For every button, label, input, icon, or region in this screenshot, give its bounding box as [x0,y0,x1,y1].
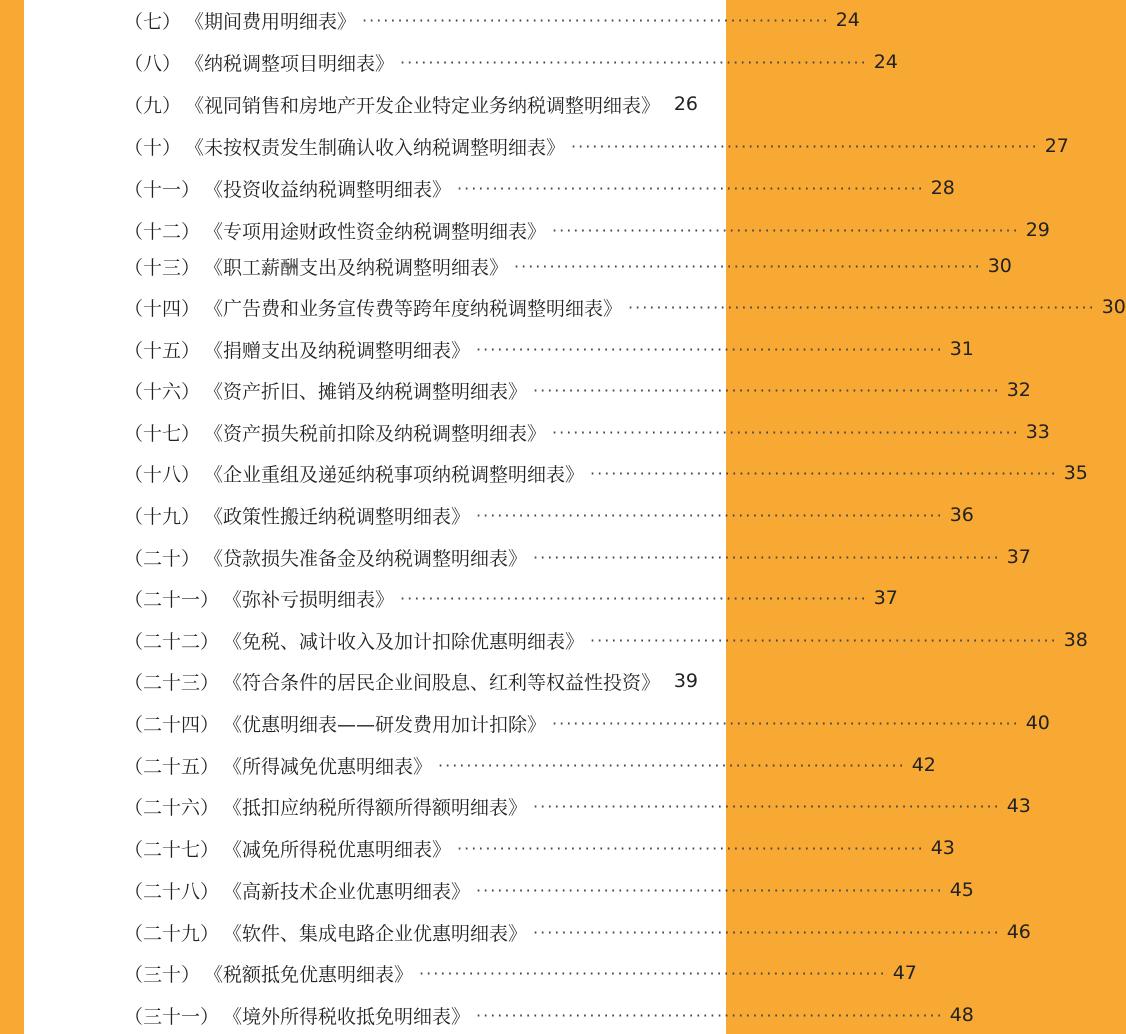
entry-number: （十九） [124,505,201,528]
entry-number: （十四） [124,297,201,320]
entry-title: 《捐赠支出及纳税调整明细表》 [204,339,471,362]
dot-leader: ·································································· [533,922,1001,942]
entry-title: 《抵扣应纳税所得额所得额明细表》 [223,796,528,819]
dot-leader: ·································································· [457,838,925,858]
toc-entry[interactable] [124,459,1088,487]
toc-entry[interactable] [124,918,1031,946]
toc-entry[interactable] [124,252,1012,280]
entry-page-number: 24 [873,51,898,73]
toc-entry[interactable] [124,132,1069,160]
entry-number: （二十） [124,547,201,570]
dot-leader: ·································································· [419,963,887,983]
entry-page-number: 27 [1044,135,1069,157]
entry-number: （十二） [124,220,201,243]
dot-leader: ·································································· [533,796,1001,816]
entry-title: 《期间费用明细表》 [185,10,357,33]
entry-page-number: 30 [1101,296,1126,318]
toc-entry[interactable] [124,667,698,695]
entry-number: （二十九） [124,922,220,945]
entry-page-number: 40 [1025,712,1050,734]
entry-number: （八） [124,52,182,75]
entry-number: （二十六） [124,796,220,819]
entry-title: 《视同销售和房地产开发企业特定业务纳税调整明细表》 [185,94,661,117]
entry-page-number: 45 [949,879,974,901]
entry-page-number: 37 [873,587,898,609]
dot-leader: ·································································· [476,880,944,900]
dot-leader: ·································································· [362,10,830,30]
entry-page-number: 29 [1025,219,1050,241]
toc-entry[interactable] [124,335,974,363]
dot-leader: ·································································· [590,463,1058,483]
dot-leader: ·································································· [514,256,982,276]
entry-title: 《投资收益纳税调整明细表》 [204,178,452,201]
entry-title: 《纳税调整项目明细表》 [185,52,395,75]
toc-entry[interactable] [124,293,1126,321]
toc-entry[interactable] [124,174,955,202]
entry-number: （十） [124,136,182,159]
dot-leader: ·································································· [457,178,925,198]
entry-title: 《专项用途财政性资金纳税调整明细表》 [204,220,547,243]
entry-page-number: 32 [1006,379,1031,401]
entry-title: 《符合条件的居民企业间股息、红利等权益性投资》 [223,671,661,694]
entry-page-number: 30 [987,255,1012,277]
toc-entry[interactable] [124,709,1050,737]
dot-leader: ·································································· [533,547,1001,567]
entry-page-number: 43 [930,837,955,859]
entry-title: 《资产折旧、摊销及纳税调整明细表》 [204,380,528,403]
entry-page-number: 42 [911,754,936,776]
entry-page-number: 47 [892,962,917,984]
entry-title: 《资产损失税前扣除及纳税调整明细表》 [204,422,547,445]
dot-leader: ·································································· [590,630,1058,650]
table-of-contents [24,0,1126,1034]
entry-number: （二十五） [124,755,220,778]
toc-entry[interactable] [124,959,917,987]
dot-leader: ·································································· [476,1005,944,1025]
entry-title: 《政策性搬迁纳税调整明细表》 [204,505,471,528]
entry-number: （二十七） [124,838,220,861]
entry-number: （十三） [124,256,201,279]
entry-number: （三十） [124,963,201,986]
dot-leader: ·································································· [552,422,1020,442]
entry-title: 《所得减免优惠明细表》 [223,755,433,778]
entry-number: （二十一） [124,588,220,611]
dot-leader: ·································································· [571,136,1039,156]
entry-title: 《弥补亏损明细表》 [223,588,395,611]
entry-page-number: 46 [1006,921,1031,943]
entry-title: 《税额抵免优惠明细表》 [204,963,414,986]
dot-leader: ·································································· [628,297,1096,317]
dot-leader: ·································································· [476,339,944,359]
toc-entry[interactable] [124,376,1031,404]
entry-title: 《境外所得税收抵免明细表》 [223,1005,471,1028]
toc-entry[interactable] [124,216,1050,244]
toc-entry[interactable] [124,584,898,612]
entry-number: （十八） [124,463,201,486]
entry-number: （十一） [124,178,201,201]
toc-entry[interactable] [124,792,1031,820]
entry-title: 《广告费和业务宣传费等跨年度纳税调整明细表》 [204,297,623,320]
entry-page-number: 36 [949,504,974,526]
entry-title: 《职工薪酬支出及纳税调整明细表》 [204,256,509,279]
toc-entry[interactable] [124,6,860,34]
entry-number: （三十一） [124,1005,220,1028]
entry-page-number: 24 [835,9,860,31]
entry-page-number: 35 [1063,462,1088,484]
entry-number: （二十四） [124,713,220,736]
document-page [24,0,1126,1034]
entry-page-number: 33 [1025,421,1050,443]
toc-entry[interactable] [124,751,936,779]
toc-entry[interactable] [124,501,974,529]
entry-page-number: 48 [949,1004,974,1026]
toc-entry[interactable] [124,48,898,76]
toc-entry[interactable] [124,543,1031,571]
entry-title: 《减免所得税优惠明细表》 [223,838,452,861]
entry-title: 《高新技术企业优惠明细表》 [223,880,471,903]
entry-title: 《贷款损失准备金及纳税调整明细表》 [204,547,528,570]
dot-leader: ·································································· [533,380,1001,400]
toc-entry[interactable] [124,626,1088,654]
entry-number: （二十三） [124,671,220,694]
toc-entry[interactable] [124,1001,974,1029]
entry-number: （七） [124,10,182,33]
entry-number: （十七） [124,422,201,445]
dot-leader: ·································································· [552,220,1020,240]
entry-page-number: 26 [673,93,698,115]
entry-number: （二十八） [124,880,220,903]
entry-number: （十五） [124,339,201,362]
dot-leader: ·································································· [400,588,868,608]
entry-page-number: 37 [1006,546,1031,568]
dot-leader: ·································································· [552,713,1020,733]
entry-number: （十六） [124,380,201,403]
entry-title: 《免税、减计收入及加计扣除优惠明细表》 [223,630,585,653]
entry-page-number: 31 [949,338,974,360]
toc-entry[interactable] [124,90,698,118]
entry-page-number: 39 [673,670,698,692]
toc-entry[interactable] [124,876,974,904]
entry-page-number: 28 [930,177,955,199]
entry-title: 《软件、集成电路企业优惠明细表》 [223,922,528,945]
entry-number: （二十二） [124,630,220,653]
entry-title: 《未按权责发生制确认收入纳税调整明细表》 [185,136,566,159]
dot-leader: ·································································· [400,52,868,72]
dot-leader: ·································································· [438,755,906,775]
dot-leader: ·································································· [476,505,944,525]
toc-entry[interactable] [124,834,955,862]
entry-number: （九） [124,94,182,117]
entry-page-number: 38 [1063,629,1088,651]
toc-entry[interactable] [124,418,1050,446]
entry-title: 《企业重组及递延纳税事项纳税调整明细表》 [204,463,585,486]
entry-title: 《优惠明细表——研发费用加计扣除》 [223,713,547,736]
entry-page-number: 43 [1006,795,1031,817]
